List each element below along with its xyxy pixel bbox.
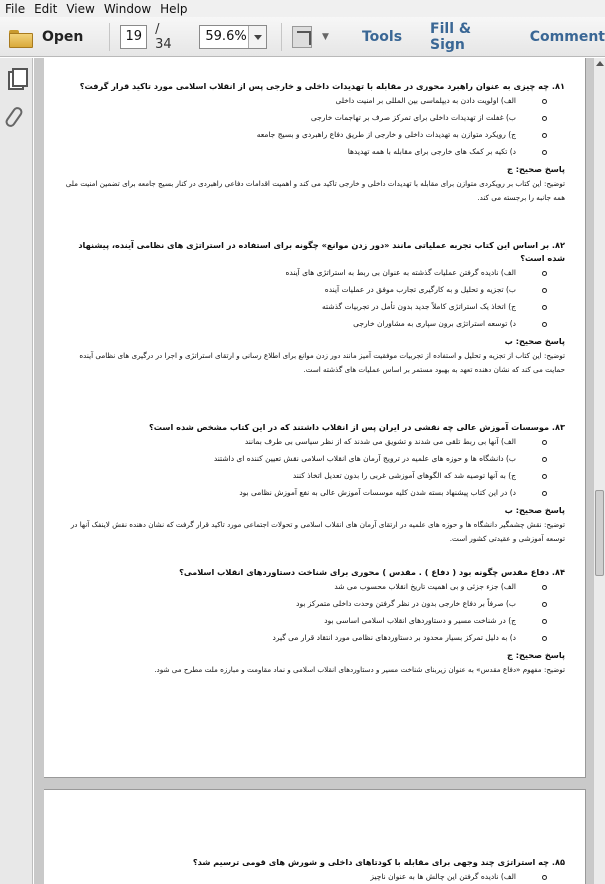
menu-file[interactable]: File [5, 1, 26, 16]
answer-label: پاسخ صحیح: ج [506, 650, 565, 661]
option-radio[interactable] [65, 95, 547, 107]
option-label: ج) به آنها توصیه شد که الگوهای آموزشی غربی را بدون تعدیل اتخاذ کنند [292, 471, 516, 481]
option-label: ب) تجزیه و تحلیل و به کارگیری تجارب موفق در عملیات آینده [324, 285, 516, 295]
page-thumbnails-icon[interactable] [8, 68, 26, 88]
option-radio[interactable] [65, 487, 547, 499]
option-radio[interactable] [65, 301, 547, 313]
expand-icon[interactable] [292, 26, 312, 48]
question-text: ۸۵. چه استراتژی چند وجهی برای مقابله با کودتاهای داخلی و شورش های قومی ترسیم شد؟ [192, 857, 565, 867]
folder-icon [8, 28, 32, 46]
fill-sign-button[interactable]: Fill & Sign [430, 20, 472, 53]
option-label: الف) نادیده گرفتن این چالش ها به عنوان ناچیز [370, 872, 516, 882]
option-label: ج) در شناخت مسیر و دستاوردهای انقلاب اسلامی اساسی بود [324, 616, 516, 626]
option-label: ب) غفلت از تهدیدات داخلی برای تمرکز صرف بر تهاجمات خارجی [310, 113, 516, 123]
toolbar-divider [109, 23, 110, 51]
menu-edit[interactable]: Edit [34, 1, 58, 16]
option-radio[interactable] [65, 632, 547, 644]
question-text: ۸۲. بر اساس این کتاب تجربه عملیاتی مانند «دور زدن موانع» چگونه برای استفاده در استراتژی های نظامی آینده، پیشنهاد شده است؟ [78, 240, 565, 264]
option-radio[interactable] [65, 284, 547, 296]
explanation-text: توضیح: این کتاب از تجزیه و تحلیل و استفاده از تجربیات موفقیت آمیز مانند دور زدن موانع برای اطلاع رسانی و ارتقای استراتژی و اجرا در درگیری های نظامی آینده حمایت می کند که نشان دهنده تعهد به بهبود مستمر بر اساس عملیات های گذشته است. [79, 351, 565, 375]
answer-label: پاسخ صحیح: ب [504, 505, 565, 516]
radio-icon[interactable] [542, 875, 547, 880]
radio-icon[interactable] [542, 602, 547, 607]
page-total: / 34 [155, 21, 172, 52]
zoom-value[interactable]: 59.6% [205, 28, 247, 44]
option-radio[interactable] [65, 470, 547, 482]
pdf-page [44, 789, 586, 884]
option-radio[interactable] [65, 318, 547, 330]
radio-icon[interactable] [542, 305, 547, 310]
option-label: ب) دانشگاه ها و حوزه های علمیه در ترویج آرمان های انقلاب اسلامی نقش تعیین کننده ای داشتند [213, 454, 516, 464]
radio-icon[interactable] [542, 322, 547, 327]
explanation-text: توضیح: مفهوم «دفاع مقدس» به عنوان زیربنای شناخت مسیر و دستاوردهای انقلاب اسلامی و نماد مقاومت و مبارزه ملت مطرح می شود. [154, 665, 565, 675]
option-radio[interactable] [65, 453, 547, 465]
tools-button[interactable]: Tools [361, 28, 403, 45]
radio-icon[interactable] [542, 133, 547, 138]
question-83 [65, 421, 565, 546]
radio-icon[interactable] [542, 585, 547, 590]
menu-help[interactable]: Help [160, 1, 188, 16]
option-radio[interactable] [65, 436, 547, 448]
document-viewer[interactable] [34, 58, 593, 884]
chevron-down-icon[interactable] [248, 26, 266, 48]
pdf-page [44, 58, 586, 778]
option-label: د) به دلیل تمرکز بسیار محدود بر دستاوردهای نظامی مورد انتقاد قرار می گیرد [272, 633, 516, 643]
question-85 [65, 856, 565, 884]
question-text: ۸۱. چه چیزی به عنوان راهبرد محوری در مقابله با تهدیدات داخلی و خارجی پس از انقلاب اسلامی مورد تاکید قرار گرفت؟ [79, 81, 565, 91]
menu-bar [0, 0, 605, 17]
option-radio[interactable] [65, 129, 547, 141]
page-number-input[interactable]: 19 [120, 25, 147, 49]
option-label: الف) اولویت دادن به دیپلماسی بین المللی بر امنیت داخلی [335, 96, 516, 106]
vertical-scrollbar[interactable] [593, 58, 605, 884]
open-button[interactable] [8, 28, 83, 46]
radio-icon[interactable] [542, 457, 547, 462]
scrollbar-thumb[interactable] [595, 490, 604, 576]
option-label: الف) جزء جزئی و بی اهمیت تاریخ انقلاب محسوب می شد [334, 582, 516, 592]
toolbar-divider [281, 23, 282, 51]
option-radio[interactable] [65, 581, 547, 593]
radio-icon[interactable] [542, 271, 547, 276]
zoom-select[interactable] [199, 25, 267, 49]
menu-view[interactable]: View [66, 1, 95, 16]
comment-button[interactable]: Comment [529, 28, 605, 45]
radio-icon[interactable] [542, 116, 547, 121]
question-84 [65, 566, 565, 677]
explanation-text: توضیح: نقش چشمگیر دانشگاه ها و حوزه های علمیه در ارتقای آرمان های انقلاب اسلامی و تحولات اجتماعی مورد تاکید قرار گرفت که نشان دهنده نقش لاینفک آنها در توسعه آموزشی و عقیدتی کشور است. [70, 520, 565, 543]
option-label: د) توسعه استراتژی برون سپاری به مشاوران خارجی [353, 319, 516, 329]
option-label: ج) رویکرد متوازن به تهدیدات داخلی و خارجی از طریق دفاع راهبردی و بسیج جامعه [256, 130, 516, 140]
option-radio[interactable] [65, 598, 547, 610]
question-text: ۸۴. دفاع مقدس چگونه بود ( دفاع ) . مقدس ) محوری برای شناخت دستاوردهای انقلاب اسلامی؟ [179, 567, 565, 577]
question-81 [65, 80, 565, 205]
toolbar [0, 17, 605, 57]
explanation-text: توضیح: این کتاب بر رویکردی متوازن برای مقابله با تهدیدات داخلی و خارجی تاکید می کند و اهمیت اقدامات دفاعی راهبردی در کنار بسیج جامعه برای تضمین امنیت ملی همه جانبه را برجسته می کند. [65, 179, 565, 202]
option-label: ج) اتخاذ یک استراتژی کاملاً جدید بدون تأمل در تجربیات گذشته [322, 302, 516, 312]
radio-icon[interactable] [542, 99, 547, 104]
option-label: الف) نادیده گرفتن عملیات گذشته به عنوان بی ربط به استراتژی های آینده [285, 268, 516, 278]
option-radio[interactable] [65, 112, 547, 124]
option-label: د) در این کتاب پیشنهاد بسته شدن کلیه موسسات آموزش عالی به نفع آموزش نظامی بود [239, 488, 516, 498]
option-radio[interactable] [65, 615, 547, 627]
question-82 [65, 239, 565, 377]
option-radio[interactable] [65, 267, 547, 279]
radio-icon[interactable] [542, 636, 547, 641]
question-text: ۸۳. موسسات آموزش عالی چه نقشی در ایران پس از انقلاب داشتند که در این کتاب مشخص شده است؟ [149, 422, 565, 432]
option-label: ب) صرفاً بر دفاع خارجی بدون در نظر گرفتن وحدت داخلی متمرکز بود [296, 599, 516, 609]
toolbar-menu-caret-icon[interactable]: ▼ [322, 31, 329, 42]
menu-window[interactable]: Window [103, 1, 152, 16]
radio-icon[interactable] [542, 150, 547, 155]
scroll-up-icon[interactable] [596, 61, 604, 66]
radio-icon[interactable] [542, 619, 547, 624]
navigation-pane [0, 58, 33, 884]
radio-icon[interactable] [542, 288, 547, 293]
open-label: Open [42, 28, 84, 45]
answer-label: پاسخ صحیح: ج [506, 164, 565, 175]
option-label: الف) آنها بی ربط تلقی می شدند و تشویق می شدند که از نظر سیاسی بی طرف بمانند [244, 437, 516, 447]
attachments-icon[interactable] [4, 105, 25, 129]
radio-icon[interactable] [542, 440, 547, 445]
option-radio[interactable] [65, 146, 547, 158]
option-radio[interactable] [65, 871, 547, 883]
radio-icon[interactable] [542, 491, 547, 496]
answer-label: پاسخ صحیح: ب [504, 336, 565, 347]
option-label: د) تکیه بر کمک های خارجی برای مقابله با همه تهدیدها [347, 147, 516, 157]
radio-icon[interactable] [542, 474, 547, 479]
